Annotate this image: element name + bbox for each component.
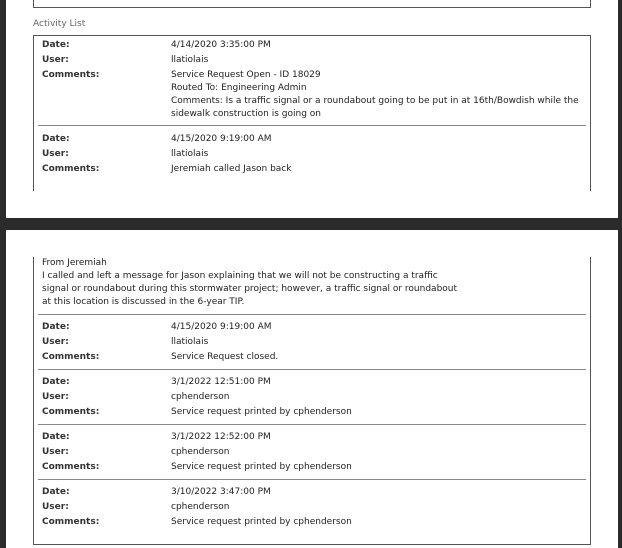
entry-divider <box>38 314 586 315</box>
comment-line: From Jeremiah <box>42 258 107 268</box>
entry-date: 4/14/2020 3:35:00 PM <box>171 40 271 50</box>
comment-line: Service Request Open - ID 18029 <box>171 70 321 80</box>
entry-user: cphenderson <box>171 502 230 512</box>
entry-date: 4/15/2020 9:19:00 AM <box>171 134 272 144</box>
activity-list <box>33 35 591 191</box>
comment-line: at this location is discussed in the 6-year TIP. <box>42 297 245 307</box>
comments-label: Comments: <box>42 407 100 417</box>
entry-date: 3/1/2022 12:52:00 PM <box>171 432 271 442</box>
entry-divider <box>38 424 586 425</box>
comments-label: Comments: <box>42 70 100 80</box>
entry-comments: Service request printed by cphenderson <box>171 462 352 472</box>
date-label: Date: <box>42 432 70 442</box>
entry-comments: Jeremiah called Jason back <box>171 164 292 174</box>
comment-line: Comments: Is a traffic signal or a roundabout going to be put in at 16th/Bowdish while the <box>171 96 579 106</box>
entry-user: llatiolais <box>171 337 209 347</box>
comments-label: Comments: <box>42 352 100 362</box>
activity-list-title: Activity List <box>33 19 86 29</box>
date-label: Date: <box>42 377 70 387</box>
date-label: Date: <box>42 134 70 144</box>
entry-user: llatiolais <box>171 55 209 65</box>
entry-date: 3/1/2022 12:51:00 PM <box>171 377 271 387</box>
entry-comments <box>171 69 579 121</box>
date-label: Date: <box>42 322 70 332</box>
user-label: User: <box>42 337 69 347</box>
entry-divider <box>38 479 586 480</box>
comment-line: I called and left a message for Jason explaining that we will not be constructing a traffic <box>42 271 438 281</box>
entry-divider <box>38 369 586 370</box>
entry-user: llatiolais <box>171 149 209 159</box>
user-label: User: <box>42 447 69 457</box>
entry-date: 4/15/2020 9:19:00 AM <box>171 322 272 332</box>
date-label: Date: <box>42 487 70 497</box>
entry-date: 3/10/2022 3:47:00 PM <box>171 487 271 497</box>
date-label: Date: <box>42 40 70 50</box>
user-label: User: <box>42 392 69 402</box>
entry-comments: Service request printed by cphenderson <box>171 407 352 417</box>
comments-label: Comments: <box>42 462 100 472</box>
entry-divider <box>38 125 586 126</box>
document-page-1 <box>6 0 618 218</box>
entry-user: cphenderson <box>171 392 230 402</box>
entry-comments: Service request printed by cphenderson <box>171 517 352 527</box>
comment-line: Routed To: Engineering Admin <box>171 83 307 93</box>
comment-line: signal or roundabout during this stormwater project; however, a traffic signal or roundabout <box>42 284 458 294</box>
user-label: User: <box>42 502 69 512</box>
comment-line: sidewalk construction is going on <box>171 109 321 119</box>
continued-comment <box>42 257 457 309</box>
activity-list-continued <box>33 257 591 545</box>
previous-section-box <box>33 0 591 8</box>
entry-user: cphenderson <box>171 447 230 457</box>
user-label: User: <box>42 55 69 65</box>
entry-comments: Service Request closed. <box>171 352 279 362</box>
comments-label: Comments: <box>42 164 100 174</box>
comments-label: Comments: <box>42 517 100 527</box>
user-label: User: <box>42 149 69 159</box>
document-page-2 <box>6 230 618 548</box>
